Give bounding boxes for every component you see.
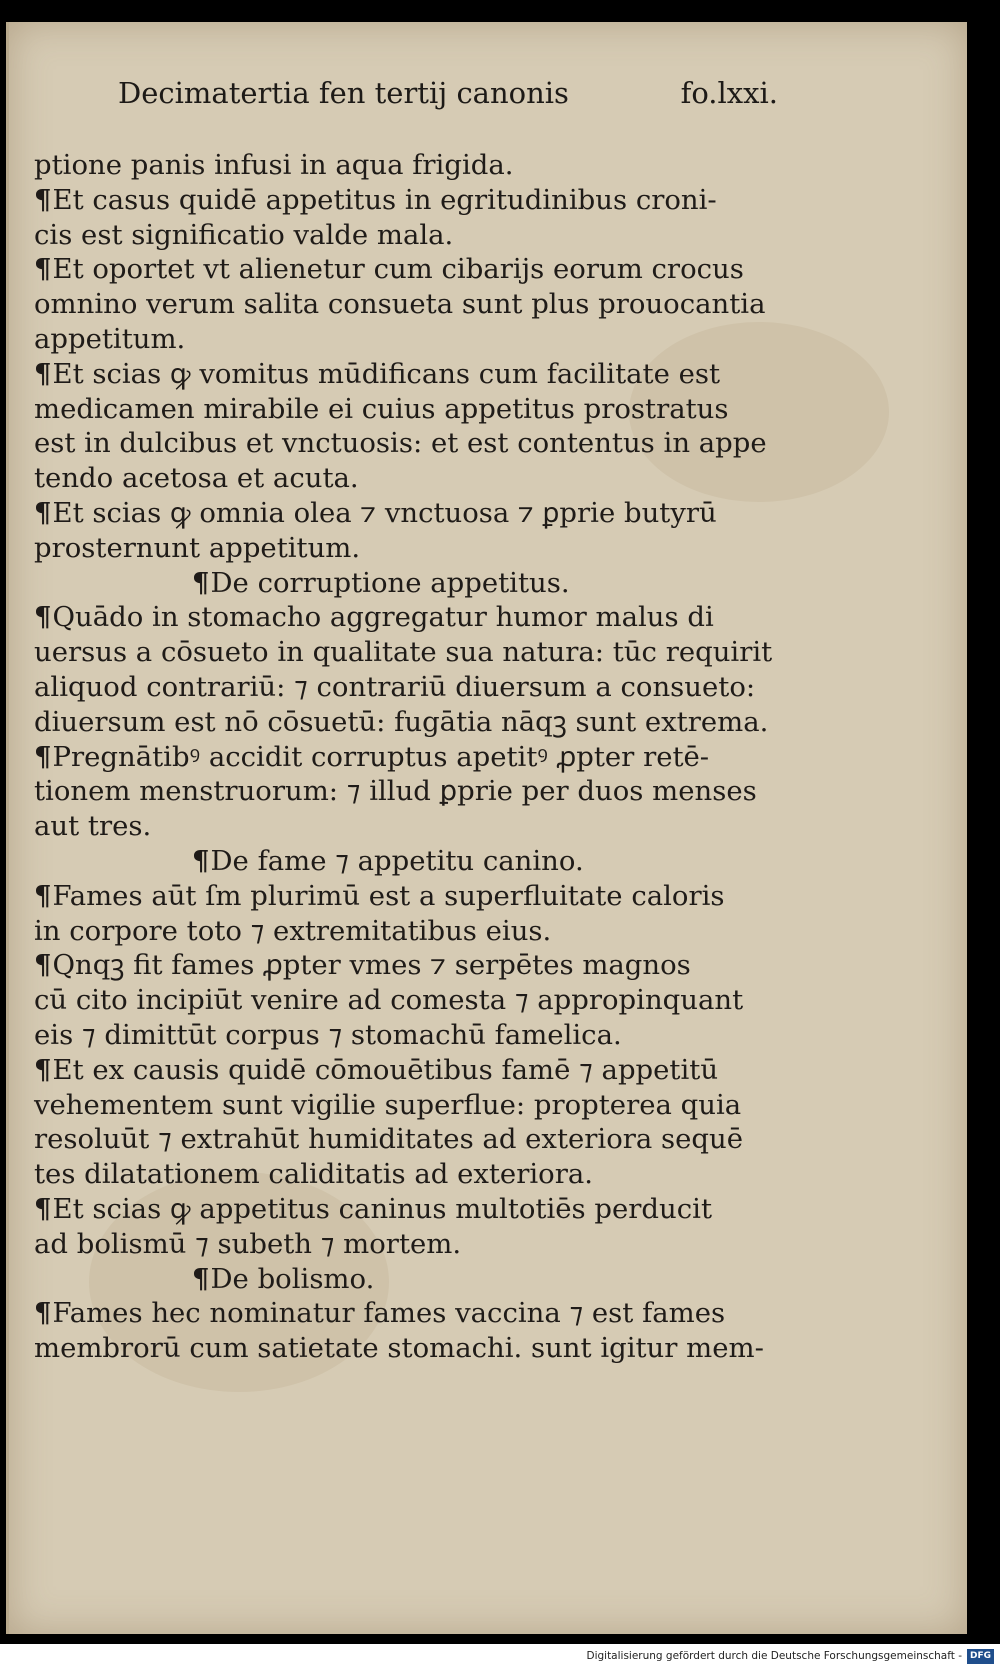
pilcrow-icon: ¶ <box>192 844 210 877</box>
line-text: De bolismo. <box>210 1262 375 1295</box>
line-text: medicamen mirabile ei cuius appetitus prostratus <box>34 392 729 425</box>
pilcrow-icon: ¶ <box>34 949 52 982</box>
line-text: uersus a cōsueto in qualitate sua natura: tūc requirit <box>34 636 773 669</box>
text-line <box>34 740 854 775</box>
pilcrow-icon: ¶ <box>34 183 52 216</box>
line-text: cis est significatio valde mala. <box>34 218 454 251</box>
line-text: diuersum est nō cōsuetū: fugātia nāqꝫ sunt extrema. <box>34 705 769 738</box>
pilcrow-icon: ¶ <box>34 253 52 286</box>
page-header <box>118 76 778 116</box>
text-line <box>34 1157 854 1192</box>
line-text: Et scias ꝙ appetitus caninus multotiēs perducit <box>52 1192 712 1225</box>
text-line <box>34 1122 854 1157</box>
line-text: Et scias ꝙ vomitus mūdificans cum facilitate est <box>52 357 721 390</box>
section-heading <box>34 566 854 601</box>
text-line <box>34 1331 854 1366</box>
line-text: appetitum. <box>34 322 186 355</box>
line-text: Qnqꝫ fit fames ꝓpter vmes ⁊ serpētes magnos <box>52 949 691 982</box>
pilcrow-icon: ¶ <box>34 1297 52 1330</box>
text-line <box>34 948 854 983</box>
line-text: eis ⁊ dimittūt corpus ⁊ stomachū famelica. <box>34 1018 622 1051</box>
pilcrow-icon: ¶ <box>192 566 210 599</box>
text-line <box>34 183 854 218</box>
line-text: Et ex causis quidē cōmouētibus famē ⁊ appetitū <box>52 1053 719 1086</box>
footer-bar <box>0 1644 1000 1672</box>
funding-credit: Digitalisierung gefördert durch die Deutsche Forschungsgemeinschaft - <box>586 1650 962 1662</box>
text-line <box>34 322 854 357</box>
section-heading <box>34 844 854 879</box>
pilcrow-icon: ¶ <box>34 1053 52 1086</box>
text-line <box>34 1018 854 1053</box>
text-line <box>34 774 854 809</box>
line-text: membrorū cum satietate stomachi. sunt igitur mem- <box>34 1332 764 1365</box>
text-line <box>34 879 854 914</box>
line-text: De fame ⁊ appetitu canino. <box>210 844 584 877</box>
text-body <box>34 148 854 1366</box>
pilcrow-icon: ¶ <box>34 496 52 529</box>
line-text: Fames aūt ſm plurimū est a superfluitate caloris <box>52 879 725 912</box>
text-line <box>34 287 854 322</box>
text-line <box>34 392 854 427</box>
text-line <box>34 670 854 705</box>
text-line <box>34 1053 854 1088</box>
text-line <box>34 600 854 635</box>
line-text: ad bolismū ⁊ subeth ⁊ mortem. <box>34 1227 462 1260</box>
text-line <box>34 635 854 670</box>
text-line <box>34 1088 854 1123</box>
section-heading <box>34 1262 854 1297</box>
line-text: omnino verum salita consueta sunt plus prouocantia <box>34 288 766 321</box>
pilcrow-icon: ¶ <box>34 357 52 390</box>
pilcrow-icon: ¶ <box>34 601 52 634</box>
text-line <box>34 218 854 253</box>
folio-number: fo.lxxi. <box>680 76 778 110</box>
pilcrow-icon: ¶ <box>34 740 52 773</box>
line-text: Et scias ꝙ omnia olea ⁊ vnctuosa ⁊ ꝑprie butyrū <box>52 496 717 529</box>
line-text: aut tres. <box>34 810 152 843</box>
text-line <box>34 705 854 740</box>
line-text: Fames hec nominatur fames vaccina ⁊ est fames <box>52 1297 726 1330</box>
text-line <box>34 1296 854 1331</box>
line-text: resoluūt ⁊ extrahūt humiditates ad exteriora sequē <box>34 1123 744 1156</box>
text-line <box>34 531 854 566</box>
text-line <box>34 983 854 1018</box>
text-line <box>34 809 854 844</box>
pilcrow-icon: ¶ <box>34 879 52 912</box>
text-line <box>34 914 854 949</box>
text-line <box>34 496 854 531</box>
line-text: vehementem sunt vigilie superflue: propterea quia <box>34 1088 742 1121</box>
text-line <box>34 426 854 461</box>
line-text: ptione panis infusi in aqua frigida. <box>34 149 514 181</box>
line-text: Et casus quidē appetitus in egritudinibus croni- <box>52 183 717 216</box>
line-text: tionem menstruorum: ⁊ illud ꝑprie per duos menses <box>34 775 757 808</box>
text-line <box>34 252 854 287</box>
line-text: tes dilatationem caliditatis ad exteriora. <box>34 1158 593 1191</box>
line-text: in corpore toto ⁊ extremitatibus eius. <box>34 914 552 947</box>
line-text: tendo acetosa et acuta. <box>34 462 359 495</box>
text-line <box>34 1192 854 1227</box>
line-text: aliquod contrariū: ⁊ contrariū diuersum a consueto: <box>34 670 756 703</box>
dfg-logo: DFG <box>967 1649 994 1664</box>
line-text: cū cito incipiūt venire ad comesta ⁊ appropinquant <box>34 984 744 1017</box>
text-line <box>34 148 854 183</box>
line-text: Quādo in stomacho aggregatur humor malus di <box>52 601 714 634</box>
pilcrow-icon: ¶ <box>34 1192 52 1225</box>
running-title: Decimatertia fen tertij canonis <box>118 76 569 110</box>
text-line <box>34 357 854 392</box>
text-line <box>34 1227 854 1262</box>
line-text: De corruptione appetitus. <box>210 566 570 599</box>
line-text: est in dulcibus et vnctuosis: et est contentus in appe <box>34 427 767 460</box>
text-line <box>34 461 854 496</box>
line-text: Et oportet vt alienetur cum cibarijs eorum crocus <box>52 253 744 286</box>
line-text: prosternunt appetitum. <box>34 531 361 564</box>
pilcrow-icon: ¶ <box>192 1262 210 1295</box>
line-text: Pregnātibꝰ accidit corruptus apetitꝰ ꝓpter retē- <box>52 740 710 773</box>
